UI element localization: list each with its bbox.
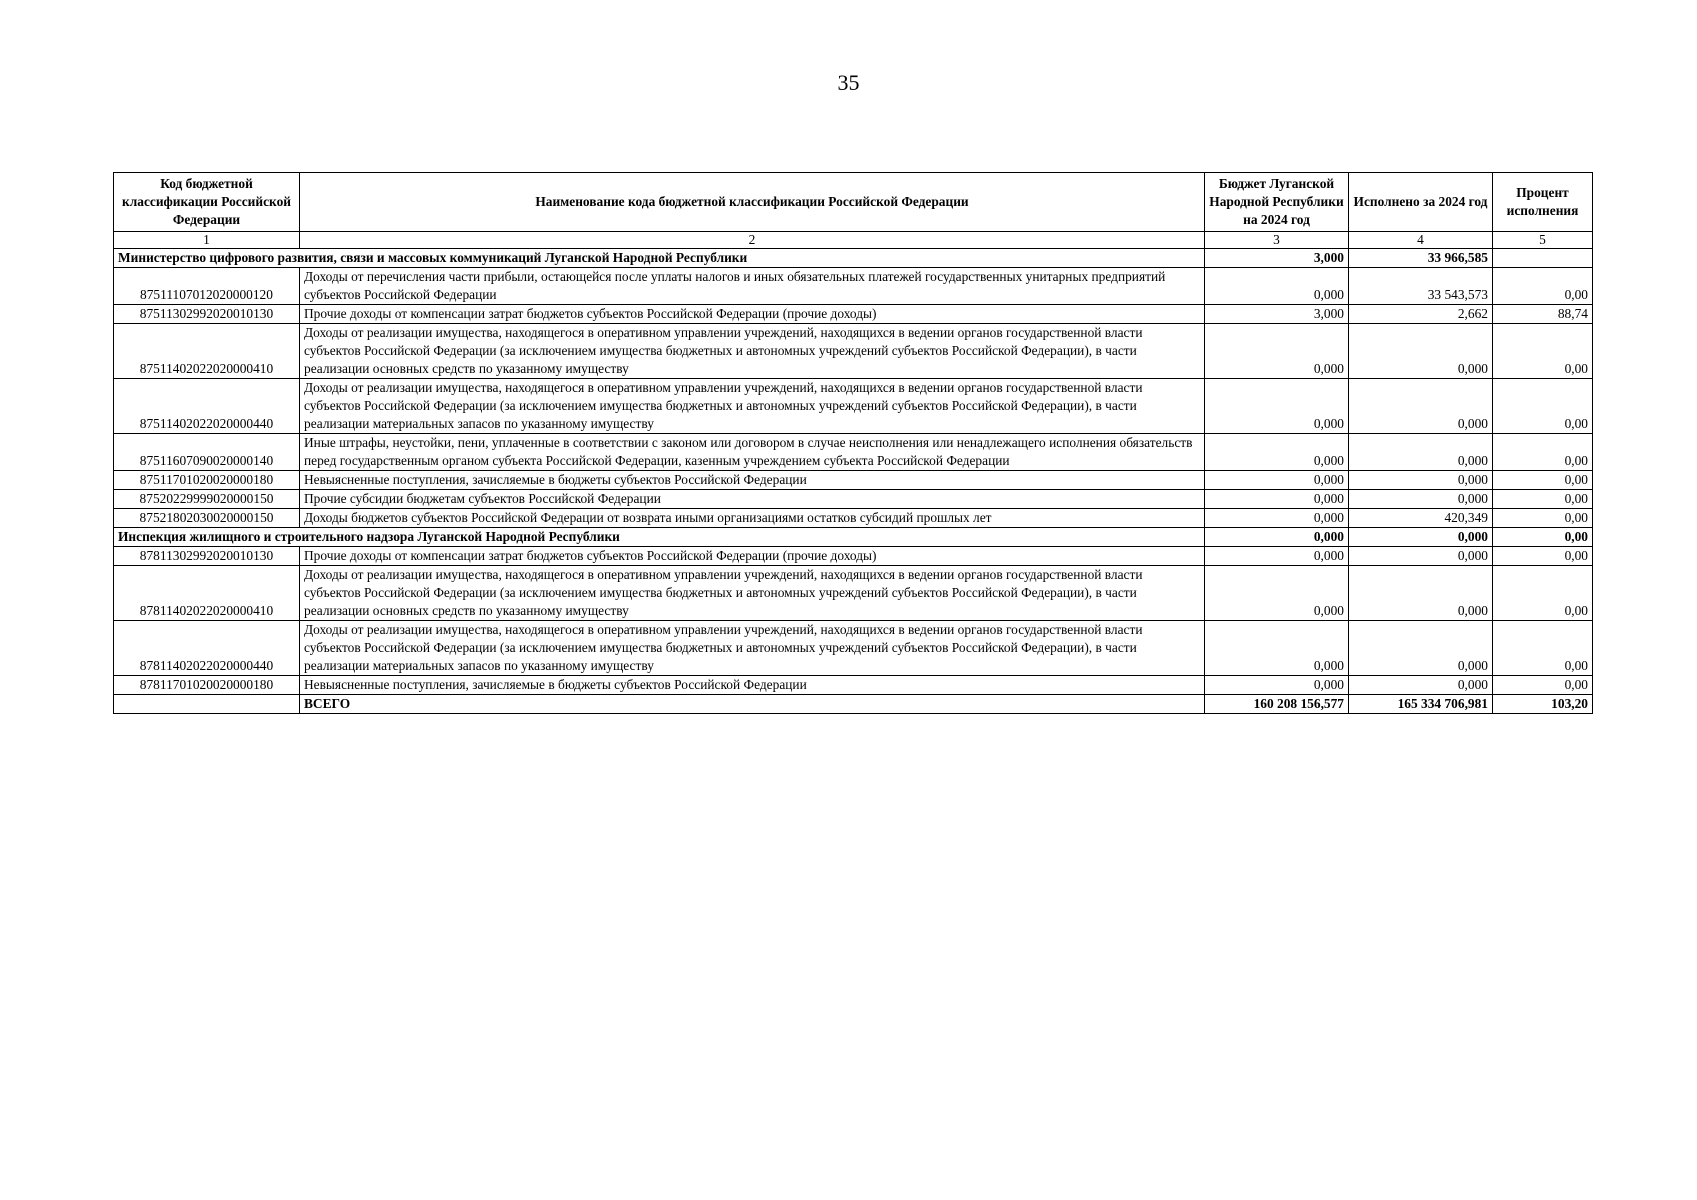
table-row [114, 268, 1593, 305]
executed-value: 0,000 [1349, 528, 1493, 547]
table-row [114, 676, 1593, 695]
table-body [114, 249, 1593, 714]
executed-value: 0,000 [1349, 566, 1493, 621]
table-row [114, 621, 1593, 676]
budget-code: 87511402022020000440 [114, 379, 300, 434]
column-numbers-row [114, 232, 1593, 249]
budget-code: 87521802030020000150 [114, 509, 300, 528]
section-row [114, 528, 1593, 547]
budget-code: 87520229999020000150 [114, 490, 300, 509]
header-budget: Бюджет Луганской Народной Республики на 2024 год [1205, 173, 1349, 232]
budget-code-name: Доходы от реализации имущества, находящегося в оперативном управлении учреждений, находящихся в ведении органов государственной власти субъектов Российской Федерации (за исключением имущества бюджетных и автономных учреждений субъектов Российской Федерации), в части реализации материальных запасов по указанному имуществу [300, 379, 1205, 434]
percent-value: 0,00 [1493, 528, 1593, 547]
budget-value: 0,000 [1205, 379, 1349, 434]
budget-code: 87511402022020000410 [114, 324, 300, 379]
percent-value: 0,00 [1493, 471, 1593, 490]
column-number: 2 [300, 232, 1205, 249]
total-percent: 103,20 [1493, 695, 1593, 714]
table-row [114, 471, 1593, 490]
section-row [114, 249, 1593, 268]
budget-code: 87511302992020010130 [114, 305, 300, 324]
budget-value: 0,000 [1205, 324, 1349, 379]
executed-value: 0,000 [1349, 471, 1493, 490]
budget-code-name: Доходы от реализации имущества, находящегося в оперативном управлении учреждений, находящихся в ведении органов государственной власти субъектов Российской Федерации (за исключением имущества бюджетных и автономных учреждений субъектов Российской Федерации), в части реализации материальных запасов по указанному имуществу [300, 621, 1205, 676]
total-row [114, 695, 1593, 714]
table-row [114, 324, 1593, 379]
percent-value [1493, 249, 1593, 268]
percent-value: 0,00 [1493, 566, 1593, 621]
executed-value: 33 966,585 [1349, 249, 1493, 268]
budget-code: 87511607090020000140 [114, 434, 300, 471]
budget-value: 0,000 [1205, 471, 1349, 490]
executed-value: 0,000 [1349, 676, 1493, 695]
table-row [114, 566, 1593, 621]
executed-value: 0,000 [1349, 547, 1493, 566]
page-number: 35 [837, 70, 860, 95]
budget-code-name: Доходы от реализации имущества, находящегося в оперативном управлении учреждений, находящихся в ведении органов государственной власти субъектов Российской Федерации (за исключением имущества бюджетных и автономных учреждений субъектов Российской Федерации), в части реализации основных средств по указанному имуществу [300, 566, 1205, 621]
budget-value: 0,000 [1205, 268, 1349, 305]
total-executed: 165 334 706,981 [1349, 695, 1493, 714]
budget-code: 87811402022020000410 [114, 566, 300, 621]
budget-value: 0,000 [1205, 490, 1349, 509]
header-executed: Исполнено за 2024 год [1349, 173, 1493, 232]
executed-value: 33 543,573 [1349, 268, 1493, 305]
percent-value: 0,00 [1493, 547, 1593, 566]
total-code [114, 695, 300, 714]
column-number: 3 [1205, 232, 1349, 249]
header-name: Наименование кода бюджетной классификации Российской Федерации [300, 173, 1205, 232]
budget-value: 0,000 [1205, 676, 1349, 695]
budget-code-name: Невыясненные поступления, зачисляемые в бюджеты субъектов Российской Федерации [300, 471, 1205, 490]
executed-value: 420,349 [1349, 509, 1493, 528]
budget-value: 3,000 [1205, 249, 1349, 268]
table-row [114, 379, 1593, 434]
percent-value: 0,00 [1493, 490, 1593, 509]
header-code: Код бюджетной классификации Российской Федерации [114, 173, 300, 232]
budget-code: 87811302992020010130 [114, 547, 300, 566]
budget-value: 0,000 [1205, 547, 1349, 566]
budget-value: 0,000 [1205, 566, 1349, 621]
percent-value: 0,00 [1493, 434, 1593, 471]
budget-value: 0,000 [1205, 509, 1349, 528]
budget-value: 3,000 [1205, 305, 1349, 324]
column-number: 5 [1493, 232, 1593, 249]
header-percent: Процент исполнения [1493, 173, 1593, 232]
budget-code-name: Прочие доходы от компенсации затрат бюджетов субъектов Российской Федерации (прочие доходы) [300, 305, 1205, 324]
budget-code-name: Доходы от реализации имущества, находящегося в оперативном управлении учреждений, находящихся в ведении органов государственной власти субъектов Российской Федерации (за исключением имущества бюджетных и автономных учреждений субъектов Российской Федерации), в части реализации основных средств по указанному имуществу [300, 324, 1205, 379]
table-row [114, 490, 1593, 509]
executed-value: 0,000 [1349, 434, 1493, 471]
table-row [114, 305, 1593, 324]
percent-value: 0,00 [1493, 324, 1593, 379]
column-number: 4 [1349, 232, 1493, 249]
executed-value: 0,000 [1349, 621, 1493, 676]
percent-value: 88,74 [1493, 305, 1593, 324]
table-row [114, 434, 1593, 471]
executed-value: 2,662 [1349, 305, 1493, 324]
budget-code-name: Невыясненные поступления, зачисляемые в бюджеты субъектов Российской Федерации [300, 676, 1205, 695]
total-budget: 160 208 156,577 [1205, 695, 1349, 714]
executed-value: 0,000 [1349, 379, 1493, 434]
budget-code: 87511107012020000120 [114, 268, 300, 305]
budget-value: 0,000 [1205, 528, 1349, 547]
budget-code-name: Доходы бюджетов субъектов Российской Федерации от возврата иными организациями остатков субсидий прошлых лет [300, 509, 1205, 528]
budget-table [113, 172, 1593, 714]
budget-value: 0,000 [1205, 621, 1349, 676]
section-title: Министерство цифрового развития, связи и массовых коммуникаций Луганской Народной Республики [114, 249, 1205, 268]
budget-code-name: Прочие доходы от компенсации затрат бюджетов субъектов Российской Федерации (прочие доходы) [300, 547, 1205, 566]
percent-value: 0,00 [1493, 621, 1593, 676]
budget-code-name: Прочие субсидии бюджетам субъектов Российской Федерации [300, 490, 1205, 509]
section-title: Инспекция жилищного и строительного надзора Луганской Народной Республики [114, 528, 1205, 547]
budget-code: 87511701020020000180 [114, 471, 300, 490]
percent-value: 0,00 [1493, 509, 1593, 528]
table-row [114, 547, 1593, 566]
total-label: ВСЕГО [300, 695, 1205, 714]
budget-code-name: Доходы от перечисления части прибыли, остающейся после уплаты налогов и иных обязательных платежей государственных унитарных предприятий субъектов Российской Федерации [300, 268, 1205, 305]
budget-code: 87811402022020000440 [114, 621, 300, 676]
budget-code: 87811701020020000180 [114, 676, 300, 695]
budget-value: 0,000 [1205, 434, 1349, 471]
table-row [114, 509, 1593, 528]
column-number: 1 [114, 232, 300, 249]
percent-value: 0,00 [1493, 268, 1593, 305]
header-row [114, 173, 1593, 232]
percent-value: 0,00 [1493, 676, 1593, 695]
executed-value: 0,000 [1349, 490, 1493, 509]
executed-value: 0,000 [1349, 324, 1493, 379]
percent-value: 0,00 [1493, 379, 1593, 434]
budget-code-name: Иные штрафы, неустойки, пени, уплаченные в соответствии с законом или договором в случае неисполнения или ненадлежащего исполнения обязательств перед государственным органом субъекта Российской Федерации, казенным учреждением субъекта Российской Федерации [300, 434, 1205, 471]
